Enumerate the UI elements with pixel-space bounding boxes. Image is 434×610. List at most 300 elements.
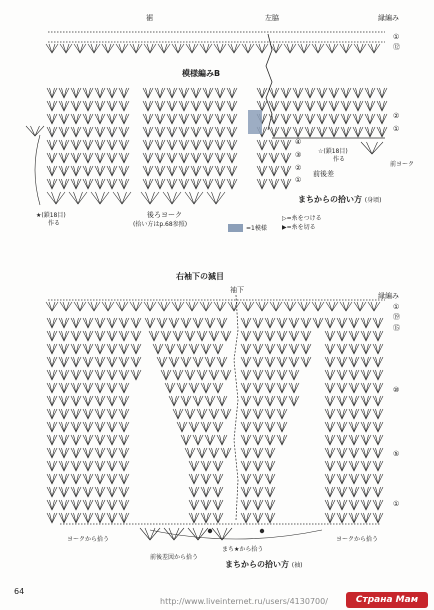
- stitch-motif: [95, 461, 105, 471]
- stitch-motif: [119, 422, 129, 432]
- stitch-motif: [373, 474, 383, 484]
- stitch-motif: [325, 409, 335, 419]
- stitch-motif: [329, 101, 339, 111]
- stitch-motif: [217, 318, 227, 328]
- stitch-motif: [326, 302, 338, 311]
- site-logo: Страна Мам: [346, 592, 428, 608]
- stitch-motif: [107, 513, 117, 523]
- stitch-motif: [373, 448, 383, 458]
- stitch-motif: [305, 88, 315, 98]
- stitch-motif: [145, 318, 155, 328]
- stitch-motif: [317, 88, 327, 98]
- stitch-motif: [47, 448, 57, 458]
- stitch-motif: [325, 331, 335, 341]
- stitch-motif: [201, 422, 211, 432]
- stitch-motif: [253, 513, 263, 523]
- stitch-motif: [201, 487, 211, 497]
- stitch-motif: [119, 500, 129, 510]
- stitch-motif: [143, 179, 153, 189]
- stitch-motif: [47, 370, 57, 380]
- stitch-motif: [181, 396, 191, 406]
- stitch-motif: [337, 448, 347, 458]
- stitch-motif: [277, 383, 287, 393]
- stitch-motif: [107, 474, 117, 484]
- stitch-motif: [74, 302, 86, 311]
- stitch-motif: [265, 422, 275, 432]
- stitch-motif: [59, 500, 69, 510]
- stitch-motif: [143, 127, 153, 137]
- stitch-motif: [361, 318, 371, 328]
- stitch-motif: [59, 344, 69, 354]
- stitch-motif: [265, 357, 275, 367]
- stitch-motif: [71, 166, 81, 176]
- stitch-motif: [305, 114, 315, 124]
- stitch-motif: [241, 344, 251, 354]
- stitch-motif: [177, 422, 187, 432]
- stitch-motif: [167, 114, 177, 124]
- stitch-motif: [361, 396, 371, 406]
- chain-note-left: ★(鎖18目): [36, 212, 66, 219]
- stitch-motif: [119, 127, 129, 137]
- stitch-motif: [284, 302, 296, 311]
- stitch-motif: [325, 435, 335, 445]
- stitch-motif: [215, 140, 225, 150]
- stitch-motif: [265, 331, 275, 341]
- stitch-motif: [301, 357, 311, 367]
- stitch-motif: [373, 344, 383, 354]
- stitch-motif: [203, 179, 213, 189]
- stitch-motif: [209, 370, 219, 380]
- stitch-motif: [209, 448, 219, 458]
- stitch-motif: [201, 461, 211, 471]
- stitch-motif: [270, 302, 282, 311]
- stitch-motif: [265, 461, 275, 471]
- sleeve-under-line: [234, 295, 238, 520]
- stitch-motif: [349, 513, 359, 523]
- stitch-motif: [95, 409, 105, 419]
- stitch-motif: [265, 474, 275, 484]
- stitch-motif: [349, 344, 359, 354]
- stitch-motif: [95, 127, 105, 137]
- stitch-motif: [241, 318, 251, 328]
- stitch-motif: [47, 487, 57, 497]
- stitch-motif: [326, 44, 338, 53]
- stitch-motif: [257, 101, 267, 111]
- stitch-motif: [337, 435, 347, 445]
- stitch-motif: [116, 302, 128, 311]
- stitch-motif: [329, 88, 339, 98]
- stitch-motif: [95, 383, 105, 393]
- stitch-motif: [47, 318, 57, 328]
- stitch-motif: [95, 101, 105, 111]
- stitch-motif: [193, 435, 203, 445]
- stitch-motif: [253, 422, 263, 432]
- stitch-motif: [179, 114, 189, 124]
- stitch-motif: [47, 114, 57, 124]
- stitch-motif: [353, 127, 363, 137]
- stitch-motif: [165, 344, 175, 354]
- stitch-motif: [83, 474, 93, 484]
- stitch-motif: [83, 331, 93, 341]
- stitch-motif: [59, 396, 69, 406]
- stitch-motif: [164, 528, 184, 540]
- stitch-motif: [253, 344, 263, 354]
- stitch-motif: [277, 409, 287, 419]
- stitch-motif: [95, 435, 105, 445]
- stitch-motif: [256, 44, 268, 53]
- stitch-motif: [177, 383, 187, 393]
- stitch-motif: [203, 101, 213, 111]
- stitch-motif: [317, 101, 327, 111]
- stitch-motif: [293, 88, 303, 98]
- stitch-motif: [284, 44, 296, 53]
- stitch-motif: [102, 44, 114, 53]
- stitch-motif: [368, 302, 380, 311]
- stitch-motif: [373, 435, 383, 445]
- row-mark: ①: [295, 176, 302, 184]
- edge-label-top: 縁編み: [378, 14, 399, 22]
- stitch-motif: [185, 192, 203, 204]
- stitch-motif: [337, 370, 347, 380]
- stitch-motif: [257, 153, 267, 163]
- stitch-motif: [325, 448, 335, 458]
- page-number: 64: [14, 587, 25, 596]
- gusset-star-pickup: まち★から拾う: [222, 546, 264, 553]
- stitch-motif: [277, 370, 287, 380]
- stitch-motif: [47, 383, 57, 393]
- stitch-motif: [179, 88, 189, 98]
- stitch-motif: [317, 114, 327, 124]
- stitch-motif: [95, 344, 105, 354]
- stitch-motif: [119, 166, 129, 176]
- stitch-motif: [149, 331, 159, 341]
- stitch-motif: [289, 396, 299, 406]
- stitch-motif: [158, 302, 170, 311]
- stitch-motif: [119, 331, 129, 341]
- stitch-motif: [83, 448, 93, 458]
- stitch-motif: [173, 370, 183, 380]
- stitch-motif: [253, 487, 263, 497]
- stitch-motif: [361, 422, 371, 432]
- stitch-motif: [341, 88, 351, 98]
- stitch-motif: [88, 302, 100, 311]
- stitch-motif: [325, 500, 335, 510]
- stitch-motif: [227, 114, 237, 124]
- stitch-motif: [47, 344, 57, 354]
- stitch-motif: [277, 357, 287, 367]
- stitch-motif: [47, 166, 57, 176]
- stitch-motif: [107, 331, 117, 341]
- stitch-motif: [91, 192, 109, 204]
- stitch-motif: [107, 101, 117, 111]
- stitch-motif: [253, 474, 263, 484]
- stitch-motif: [189, 461, 199, 471]
- stitch-motif: [47, 179, 57, 189]
- stitch-motif: [71, 448, 81, 458]
- stitch-motif: [185, 409, 195, 419]
- stitch-motif: [281, 88, 291, 98]
- stitch-motif: [119, 114, 129, 124]
- stitch-motif: [349, 331, 359, 341]
- stitch-motif: [269, 88, 279, 98]
- stitch-motif: [361, 409, 371, 419]
- stitch-motif: [353, 114, 363, 124]
- front-yoke-label: 前ヨーク: [390, 161, 415, 168]
- stitch-motif: [47, 500, 57, 510]
- pickup-arc: [35, 135, 40, 205]
- stitch-motif: [368, 44, 380, 53]
- stitch-motif: [59, 166, 69, 176]
- stitch-motif: [179, 166, 189, 176]
- stitch-motif: [205, 435, 215, 445]
- stitch-motif: [95, 487, 105, 497]
- stitch-motif: [305, 127, 315, 137]
- stitch-motif: [301, 331, 311, 341]
- stitch-motif: [95, 331, 105, 341]
- stitch-motif: [47, 474, 57, 484]
- stitch-motif: [144, 44, 156, 53]
- stitch-motif: [71, 140, 81, 150]
- stitch-motif: [265, 383, 275, 393]
- stitch-motif: [325, 383, 335, 393]
- stitch-motif: [377, 88, 387, 98]
- stitch-motif: [59, 383, 69, 393]
- stitch-motif: [59, 487, 69, 497]
- stitch-motif: [107, 127, 117, 137]
- stitch-motif: [83, 179, 93, 189]
- stitch-motif: [221, 409, 231, 419]
- stitch-motif: [119, 409, 129, 419]
- stitch-motif: [59, 153, 69, 163]
- stitch-motif: [329, 114, 339, 124]
- stitch-motif: [107, 409, 117, 419]
- stitch-motif: [172, 44, 184, 53]
- stitch-motif: [337, 513, 347, 523]
- stitch-motif: [119, 448, 129, 458]
- stitch-motif: [119, 383, 129, 393]
- stitch-motif: [173, 331, 183, 341]
- stitch-motif: [298, 302, 310, 311]
- stitch-motif: [107, 396, 117, 406]
- stitch-motif: [177, 344, 187, 354]
- stitch-motif: [337, 318, 347, 328]
- yoke-pickup-right: ヨークから拾う: [336, 536, 379, 543]
- stitch-motif: [155, 166, 165, 176]
- stitch-motif: [119, 435, 129, 445]
- stitch-motif: [71, 396, 81, 406]
- stitch-motif: [341, 101, 351, 111]
- stitch-motif: [317, 127, 327, 137]
- stitch-motif: [119, 357, 129, 367]
- stitch-motif: [361, 435, 371, 445]
- stitch-motif: [329, 127, 339, 137]
- stitch-motif: [349, 474, 359, 484]
- stitch-motif: [241, 500, 251, 510]
- stitch-motif: [71, 88, 81, 98]
- stitch-motif: [167, 179, 177, 189]
- stitch-motif: [167, 101, 177, 111]
- stitch-motif: [265, 500, 275, 510]
- hem-label: 裾: [146, 14, 153, 22]
- stitch-motif: [47, 140, 57, 150]
- stitch-motif: [281, 166, 291, 176]
- stitch-motif: [203, 88, 213, 98]
- edge-label-bottom: 縁編み: [378, 292, 399, 300]
- stitch-motif: [130, 44, 142, 53]
- stitch-motif: [265, 435, 275, 445]
- stitch-motif: [191, 114, 201, 124]
- stitch-motif: [337, 331, 347, 341]
- stitch-motif: [59, 513, 69, 523]
- stitch-motif: [186, 302, 198, 311]
- stitch-motif: [189, 474, 199, 484]
- stitch-motif: [186, 44, 198, 53]
- stitch-motif: [337, 409, 347, 419]
- row-mark: ③: [295, 151, 302, 159]
- stitch-motif: [337, 500, 347, 510]
- stitch-motif: [189, 344, 199, 354]
- stitch-motif: [281, 179, 291, 189]
- stitch-motif: [325, 396, 335, 406]
- stitch-motif: [185, 370, 195, 380]
- stitch-motif: [95, 88, 105, 98]
- stitch-motif: [172, 302, 184, 311]
- stitch-motif: [349, 370, 359, 380]
- stitch-motif: [107, 140, 117, 150]
- stitch-motif: [221, 331, 231, 341]
- stitch-motif: [325, 357, 335, 367]
- stitch-motif: [241, 396, 251, 406]
- stitch-motif: [361, 461, 371, 471]
- stitch-motif: [71, 461, 81, 471]
- stitch-motif: [83, 435, 93, 445]
- stitch-motif: [203, 127, 213, 137]
- stitch-motif: [179, 101, 189, 111]
- stitch-motif: [71, 383, 81, 393]
- stitch-motif: [179, 140, 189, 150]
- stitch-motif: [312, 302, 324, 311]
- stitch-motif: [131, 370, 141, 380]
- stitch-motif: [59, 127, 69, 137]
- stitch-motif: [131, 318, 141, 328]
- row-mark: ②: [393, 112, 400, 120]
- stitch-motif: [253, 435, 263, 445]
- stitch-motif: [71, 513, 81, 523]
- stitch-motif: [305, 101, 315, 111]
- stitch-motif: [107, 318, 117, 328]
- stitch-motif: [71, 331, 81, 341]
- stitch-motif: [241, 409, 251, 419]
- stitch-motif: [130, 302, 142, 311]
- stitch-motif: [119, 487, 129, 497]
- stitch-motif: [95, 474, 105, 484]
- stitch-motif: [131, 344, 141, 354]
- stitch-motif: [131, 357, 141, 367]
- stitch-motif: [337, 396, 347, 406]
- stitch-motif: [325, 422, 335, 432]
- stitch-motif: [227, 101, 237, 111]
- stitch-motif: [95, 422, 105, 432]
- stitch-motif: [361, 344, 371, 354]
- stitch-motif: [257, 179, 267, 189]
- stitch-motif: [301, 344, 311, 354]
- back-yoke-note: (拾い方はp.68参照): [133, 221, 188, 228]
- stitch-motif: [265, 344, 275, 354]
- stitch-motif: [71, 127, 81, 137]
- stitch-motif: [265, 396, 275, 406]
- stitch-motif: [107, 461, 117, 471]
- stitch-motif: [179, 153, 189, 163]
- stitch-motif: [71, 357, 81, 367]
- stitch-motif: [349, 409, 359, 419]
- stitch-motif: [83, 114, 93, 124]
- stitch-motif: [312, 44, 324, 53]
- stitch-motif: [141, 192, 159, 204]
- stitch-motif: [83, 422, 93, 432]
- stitch-motif: [325, 344, 335, 354]
- stitch-motif: [337, 461, 347, 471]
- stitch-motif: [373, 383, 383, 393]
- sleeve-decrease-heading: 右袖下の減目: [176, 272, 224, 281]
- stitch-motif: [298, 44, 310, 53]
- stitch-motif: [119, 513, 129, 523]
- stitch-motif: [257, 140, 267, 150]
- stitch-motif: [201, 474, 211, 484]
- stitch-motif: [227, 88, 237, 98]
- gusset-pickup-title-top: まちからの拾い方 (身頃): [298, 195, 382, 204]
- stitch-motif: [253, 461, 263, 471]
- stitch-motif: [143, 153, 153, 163]
- stitch-motif: [242, 44, 254, 53]
- stitch-motif: [365, 127, 375, 137]
- stitch-motif: [71, 101, 81, 111]
- stitch-motif: [131, 331, 141, 341]
- stitch-motif: [256, 302, 268, 311]
- stitch-motif: [269, 166, 279, 176]
- stitch-motif: [181, 435, 191, 445]
- stitch-motif: [213, 422, 223, 432]
- stitch-motif: [213, 513, 223, 523]
- stitch-motif: [349, 318, 359, 328]
- row-mark: ⑤: [393, 450, 400, 458]
- stitch-motif: [221, 370, 231, 380]
- stitch-motif: [265, 318, 275, 328]
- stitch-motif: [47, 461, 57, 471]
- stitch-motif: [253, 383, 263, 393]
- stitch-motif: [107, 166, 117, 176]
- stitch-motif: [143, 166, 153, 176]
- stitch-motif: [71, 500, 81, 510]
- stitch-motif: [59, 318, 69, 328]
- stitch-motif: [161, 370, 171, 380]
- stitch-motif: [83, 344, 93, 354]
- stitch-motif: [46, 302, 58, 311]
- stitch-motif: [59, 409, 69, 419]
- stitch-motif: [47, 396, 57, 406]
- stitch-motif: [191, 140, 201, 150]
- stitch-motif: [191, 127, 201, 137]
- stitch-motif: [365, 101, 375, 111]
- stitch-motif: [241, 487, 251, 497]
- stitch-motif: [47, 127, 57, 137]
- watermark-url[interactable]: http://www.liveinternet.ru/users/4130700/: [160, 597, 328, 606]
- stitch-motif: [337, 357, 347, 367]
- stitch-motif: [167, 153, 177, 163]
- pickup-marker: [260, 529, 264, 533]
- row-mark: ②: [295, 164, 302, 172]
- stitch-motif: [281, 153, 291, 163]
- stitch-motif: [341, 127, 351, 137]
